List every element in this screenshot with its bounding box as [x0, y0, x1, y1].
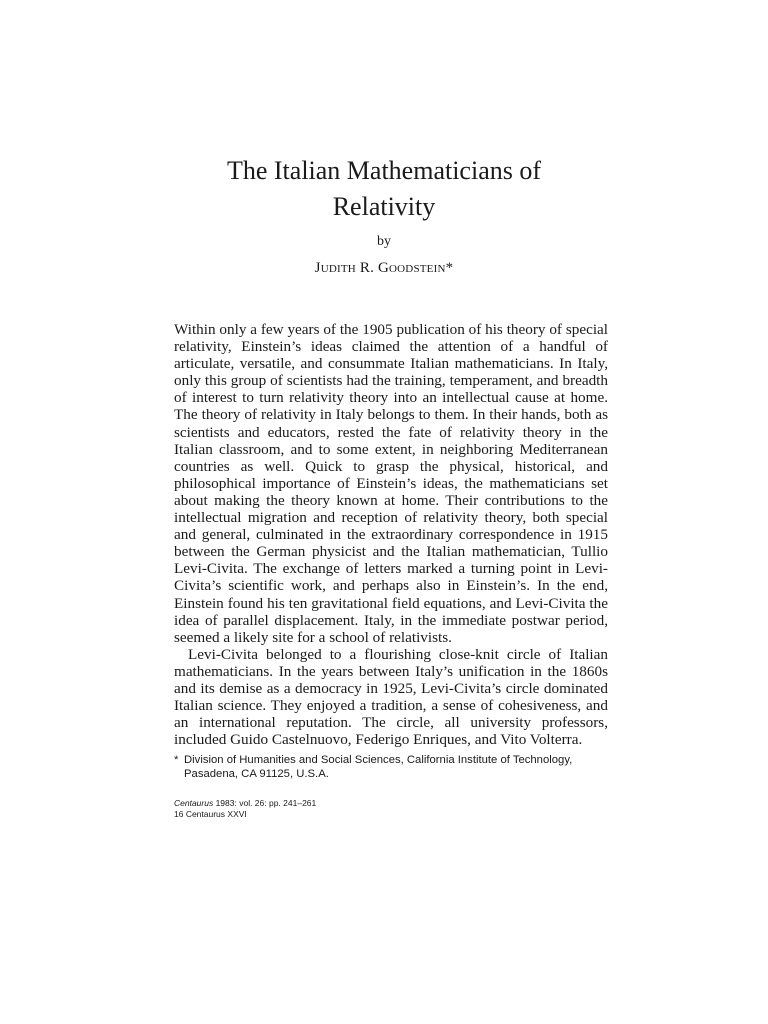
citation-details: 1983: vol. 26: pp. 241–261 — [213, 798, 317, 808]
body-paragraph-2: Levi-Civita belonged to a flourishing close-knit circle of Italian mathematicians. In the years between Italy’s unification in the 1860s and its demise as a democracy in 1925, Levi-Civita’s circle dominated Italian science. They enjoyed a tradition, a sense of cohesiveness, and an international reputation. The circle, all university professors, included Guido Castelnuovo, Federigo Enriques, and Vito Volterra. — [174, 645, 608, 749]
article-title-line-2: Relativity — [332, 192, 436, 221]
journal-citation — [174, 798, 316, 820]
article-body — [174, 321, 608, 748]
footnote-mark: * — [174, 754, 179, 766]
author-affiliation-footnote — [174, 753, 618, 781]
body-paragraph-1: Within only a few years of the 1905 publication of his theory of special relativity, Einstein’s ideas claimed the attention of a handful of articulate, versatile, and consummate Italian mathematicians. In Italy, only this group of scientists had the training, temperament, and breadth of interest to turn relativity theory into an intellectual cause at home. The theory of relativity in Italy belongs to them. In their hands, both as scientists and educators, rested the fate of relativity theory in the Italian classroom, and to some extent, in neighboring Mediterranean countries as well. Quick to grasp the physical, historical, and philosophical importance of Einstein’s ideas, the mathematicians set about making the theory known at home. Their contributions to the intellectual migration and reception of relativity theory, both special and general, culminated in the extraordinary correspondence in 1915 between the German physicist and the Italian mathematician, Tullio Levi-Civita. The exchange of letters marked a turning point in Levi-Civita’s scientific work, and perhaps also in Einstein’s. In the end, Einstein found his ten gravitational field equations, and Levi-Civita the idea of parallel displacement. Italy, in the immediate postwar period, seemed a likely site for a school of relativists. — [174, 321, 608, 646]
footnote-text: Division of Humanities and Social Sciences, California Institute of Technology, Pasadena, CA 91125, U.S.A. — [184, 754, 573, 780]
citation-line-1 — [174, 798, 316, 809]
author-name: Judith R. Goodstein* — [314, 260, 454, 276]
byline-by: by — [377, 234, 391, 249]
journal-name: Centaurus — [174, 798, 214, 808]
citation-line-2: 16 Centaurus XXVI — [174, 809, 247, 819]
article-title-line-1: The Italian Mathematicians of — [226, 156, 542, 185]
